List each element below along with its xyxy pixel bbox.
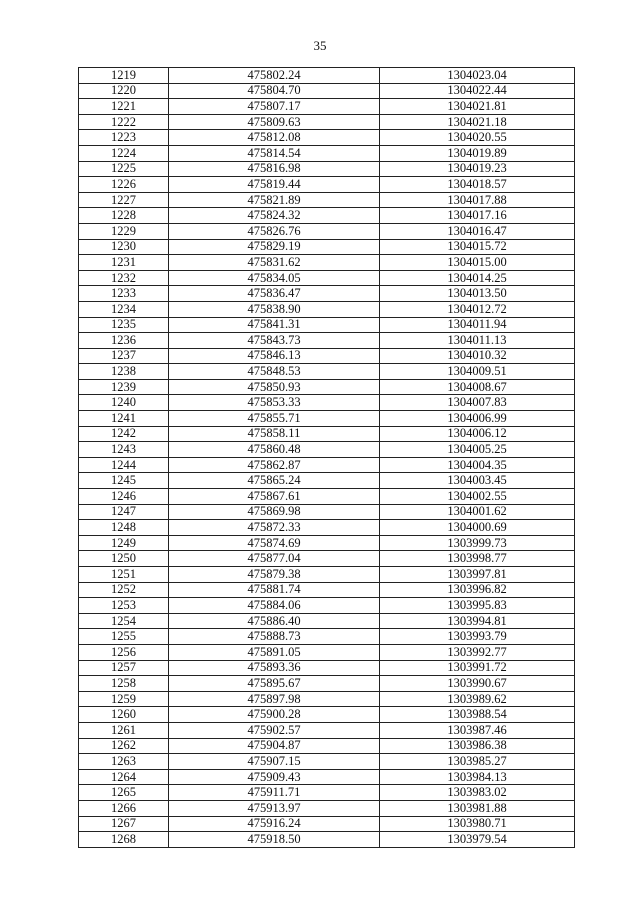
x-coordinate-cell: 475884.06 [169, 598, 380, 614]
table-row [79, 83, 575, 99]
table-row [79, 629, 575, 645]
point-number-cell: 1243 [79, 442, 169, 458]
y-coordinate-cell: 1303985.27 [380, 754, 575, 770]
y-coordinate-cell: 1303984.13 [380, 769, 575, 785]
table-row [79, 707, 575, 723]
y-coordinate-cell: 1304008.67 [380, 379, 575, 395]
point-number-cell: 1230 [79, 239, 169, 255]
point-number-cell: 1263 [79, 754, 169, 770]
table-row [79, 239, 575, 255]
table-row [79, 379, 575, 395]
x-coordinate-cell: 475843.73 [169, 333, 380, 349]
x-coordinate-cell: 475909.43 [169, 769, 380, 785]
point-number-cell: 1256 [79, 644, 169, 660]
point-number-cell: 1222 [79, 114, 169, 130]
point-number-cell: 1219 [79, 68, 169, 84]
point-number-cell: 1245 [79, 473, 169, 489]
y-coordinate-cell: 1304022.44 [380, 83, 575, 99]
y-coordinate-cell: 1303992.77 [380, 644, 575, 660]
y-coordinate-cell: 1304004.35 [380, 457, 575, 473]
x-coordinate-cell: 475846.13 [169, 348, 380, 364]
y-coordinate-cell: 1303979.54 [380, 832, 575, 848]
point-number-cell: 1260 [79, 707, 169, 723]
x-coordinate-cell: 475867.61 [169, 489, 380, 505]
table-row [79, 644, 575, 660]
x-coordinate-cell: 475904.87 [169, 738, 380, 754]
x-coordinate-cell: 475836.47 [169, 286, 380, 302]
y-coordinate-cell: 1304006.12 [380, 426, 575, 442]
x-coordinate-cell: 475874.69 [169, 535, 380, 551]
y-coordinate-cell: 1303983.02 [380, 785, 575, 801]
y-coordinate-cell: 1304000.69 [380, 520, 575, 536]
x-coordinate-cell: 475918.50 [169, 832, 380, 848]
y-coordinate-cell: 1304009.51 [380, 364, 575, 380]
x-coordinate-cell: 475831.62 [169, 255, 380, 271]
y-coordinate-cell: 1303998.77 [380, 551, 575, 567]
point-number-cell: 1234 [79, 301, 169, 317]
y-coordinate-cell: 1303990.67 [380, 676, 575, 692]
y-coordinate-cell: 1303997.81 [380, 567, 575, 583]
y-coordinate-cell: 1304016.47 [380, 223, 575, 239]
point-number-cell: 1265 [79, 785, 169, 801]
table-row [79, 676, 575, 692]
y-coordinate-cell: 1304023.04 [380, 68, 575, 84]
table-row [79, 816, 575, 832]
point-number-cell: 1247 [79, 504, 169, 520]
y-coordinate-cell: 1304012.72 [380, 301, 575, 317]
point-number-cell: 1246 [79, 489, 169, 505]
x-coordinate-cell: 475911.71 [169, 785, 380, 801]
x-coordinate-cell: 475826.76 [169, 223, 380, 239]
point-number-cell: 1255 [79, 629, 169, 645]
point-number-cell: 1248 [79, 520, 169, 536]
y-coordinate-cell: 1304011.94 [380, 317, 575, 333]
point-number-cell: 1231 [79, 255, 169, 271]
y-coordinate-cell: 1304002.55 [380, 489, 575, 505]
y-coordinate-cell: 1304017.16 [380, 208, 575, 224]
x-coordinate-cell: 475853.33 [169, 395, 380, 411]
point-number-cell: 1253 [79, 598, 169, 614]
point-number-cell: 1258 [79, 676, 169, 692]
table-row [79, 800, 575, 816]
x-coordinate-cell: 475907.15 [169, 754, 380, 770]
y-coordinate-cell: 1304017.88 [380, 192, 575, 208]
x-coordinate-cell: 475897.98 [169, 691, 380, 707]
y-coordinate-cell: 1304013.50 [380, 286, 575, 302]
x-coordinate-cell: 475809.63 [169, 114, 380, 130]
x-coordinate-cell: 475802.24 [169, 68, 380, 84]
y-coordinate-cell: 1304020.55 [380, 130, 575, 146]
table-row [79, 551, 575, 567]
y-coordinate-cell: 1304021.81 [380, 99, 575, 115]
table-row [79, 426, 575, 442]
y-coordinate-cell: 1303999.73 [380, 535, 575, 551]
table-row [79, 691, 575, 707]
table-row [79, 99, 575, 115]
table-row [79, 520, 575, 536]
table-row [79, 145, 575, 161]
point-number-cell: 1267 [79, 816, 169, 832]
table-row [79, 660, 575, 676]
y-coordinate-cell: 1303993.79 [380, 629, 575, 645]
x-coordinate-cell: 475819.44 [169, 177, 380, 193]
x-coordinate-cell: 475824.32 [169, 208, 380, 224]
point-number-cell: 1244 [79, 457, 169, 473]
x-coordinate-cell: 475862.87 [169, 457, 380, 473]
point-number-cell: 1257 [79, 660, 169, 676]
point-number-cell: 1224 [79, 145, 169, 161]
y-coordinate-cell: 1303988.54 [380, 707, 575, 723]
point-number-cell: 1228 [79, 208, 169, 224]
y-coordinate-cell: 1303994.81 [380, 613, 575, 629]
table-row [79, 769, 575, 785]
y-coordinate-cell: 1304001.62 [380, 504, 575, 520]
table-row [79, 68, 575, 84]
point-number-cell: 1226 [79, 177, 169, 193]
x-coordinate-cell: 475850.93 [169, 379, 380, 395]
point-number-cell: 1236 [79, 333, 169, 349]
table-row [79, 785, 575, 801]
table-row [79, 208, 575, 224]
y-coordinate-cell: 1304014.25 [380, 270, 575, 286]
table-row [79, 442, 575, 458]
point-number-cell: 1233 [79, 286, 169, 302]
y-coordinate-cell: 1303981.88 [380, 800, 575, 816]
x-coordinate-cell: 475834.05 [169, 270, 380, 286]
point-number-cell: 1264 [79, 769, 169, 785]
point-number-cell: 1238 [79, 364, 169, 380]
point-number-cell: 1221 [79, 99, 169, 115]
table-row [79, 255, 575, 271]
y-coordinate-cell: 1304005.25 [380, 442, 575, 458]
y-coordinate-cell: 1304021.18 [380, 114, 575, 130]
table-row [79, 177, 575, 193]
table-row [79, 582, 575, 598]
point-number-cell: 1239 [79, 379, 169, 395]
table-row [79, 301, 575, 317]
table-row [79, 613, 575, 629]
table-row [79, 192, 575, 208]
y-coordinate-cell: 1304010.32 [380, 348, 575, 364]
y-coordinate-cell: 1303995.83 [380, 598, 575, 614]
table-row [79, 130, 575, 146]
y-coordinate-cell: 1303980.71 [380, 816, 575, 832]
point-number-cell: 1225 [79, 161, 169, 177]
point-number-cell: 1254 [79, 613, 169, 629]
point-number-cell: 1237 [79, 348, 169, 364]
point-number-cell: 1250 [79, 551, 169, 567]
point-number-cell: 1266 [79, 800, 169, 816]
x-coordinate-cell: 475886.40 [169, 613, 380, 629]
x-coordinate-cell: 475821.89 [169, 192, 380, 208]
y-coordinate-cell: 1304007.83 [380, 395, 575, 411]
y-coordinate-cell: 1303996.82 [380, 582, 575, 598]
point-number-cell: 1223 [79, 130, 169, 146]
table-row [79, 286, 575, 302]
x-coordinate-cell: 475913.97 [169, 800, 380, 816]
table-row [79, 754, 575, 770]
table-row [79, 161, 575, 177]
point-number-cell: 1252 [79, 582, 169, 598]
point-number-cell: 1235 [79, 317, 169, 333]
point-number-cell: 1232 [79, 270, 169, 286]
point-number-cell: 1240 [79, 395, 169, 411]
table-row [79, 473, 575, 489]
y-coordinate-cell: 1304019.23 [380, 161, 575, 177]
y-coordinate-cell: 1304011.13 [380, 333, 575, 349]
x-coordinate-cell: 475869.98 [169, 504, 380, 520]
y-coordinate-cell: 1304018.57 [380, 177, 575, 193]
x-coordinate-cell: 475838.90 [169, 301, 380, 317]
x-coordinate-cell: 475893.36 [169, 660, 380, 676]
coordinates-table-body [79, 68, 575, 848]
table-row [79, 395, 575, 411]
x-coordinate-cell: 475891.05 [169, 644, 380, 660]
x-coordinate-cell: 475877.04 [169, 551, 380, 567]
table-row [79, 411, 575, 427]
table-row [79, 317, 575, 333]
x-coordinate-cell: 475888.73 [169, 629, 380, 645]
y-coordinate-cell: 1304019.89 [380, 145, 575, 161]
point-number-cell: 1242 [79, 426, 169, 442]
x-coordinate-cell: 475812.08 [169, 130, 380, 146]
table-row [79, 333, 575, 349]
point-number-cell: 1229 [79, 223, 169, 239]
point-number-cell: 1268 [79, 832, 169, 848]
y-coordinate-cell: 1303986.38 [380, 738, 575, 754]
point-number-cell: 1241 [79, 411, 169, 427]
y-coordinate-cell: 1303991.72 [380, 660, 575, 676]
x-coordinate-cell: 475881.74 [169, 582, 380, 598]
table-row [79, 722, 575, 738]
x-coordinate-cell: 475858.11 [169, 426, 380, 442]
page-number: 35 [313, 38, 327, 53]
x-coordinate-cell: 475829.19 [169, 239, 380, 255]
table-row [79, 738, 575, 754]
table-row [79, 270, 575, 286]
x-coordinate-cell: 475916.24 [169, 816, 380, 832]
table-row [79, 504, 575, 520]
table-row [79, 114, 575, 130]
y-coordinate-cell: 1304006.99 [380, 411, 575, 427]
y-coordinate-cell: 1304015.72 [380, 239, 575, 255]
table-row [79, 223, 575, 239]
y-coordinate-cell: 1304015.00 [380, 255, 575, 271]
table-row [79, 457, 575, 473]
x-coordinate-cell: 475902.57 [169, 722, 380, 738]
table-row [79, 598, 575, 614]
x-coordinate-cell: 475872.33 [169, 520, 380, 536]
x-coordinate-cell: 475895.67 [169, 676, 380, 692]
x-coordinate-cell: 475816.98 [169, 161, 380, 177]
table-row [79, 489, 575, 505]
x-coordinate-cell: 475865.24 [169, 473, 380, 489]
point-number-cell: 1220 [79, 83, 169, 99]
x-coordinate-cell: 475900.28 [169, 707, 380, 723]
point-number-cell: 1262 [79, 738, 169, 754]
x-coordinate-cell: 475841.31 [169, 317, 380, 333]
table-row [79, 364, 575, 380]
table-row [79, 832, 575, 848]
table-row [79, 348, 575, 364]
point-number-cell: 1261 [79, 722, 169, 738]
table-row [79, 535, 575, 551]
y-coordinate-cell: 1304003.45 [380, 473, 575, 489]
point-number-cell: 1251 [79, 567, 169, 583]
x-coordinate-cell: 475807.17 [169, 99, 380, 115]
x-coordinate-cell: 475848.53 [169, 364, 380, 380]
x-coordinate-cell: 475804.70 [169, 83, 380, 99]
point-number-cell: 1259 [79, 691, 169, 707]
x-coordinate-cell: 475855.71 [169, 411, 380, 427]
y-coordinate-cell: 1303989.62 [380, 691, 575, 707]
x-coordinate-cell: 475814.54 [169, 145, 380, 161]
point-number-cell: 1249 [79, 535, 169, 551]
y-coordinate-cell: 1303987.46 [380, 722, 575, 738]
x-coordinate-cell: 475879.38 [169, 567, 380, 583]
coordinates-table [78, 67, 575, 848]
x-coordinate-cell: 475860.48 [169, 442, 380, 458]
table-row [79, 567, 575, 583]
point-number-cell: 1227 [79, 192, 169, 208]
